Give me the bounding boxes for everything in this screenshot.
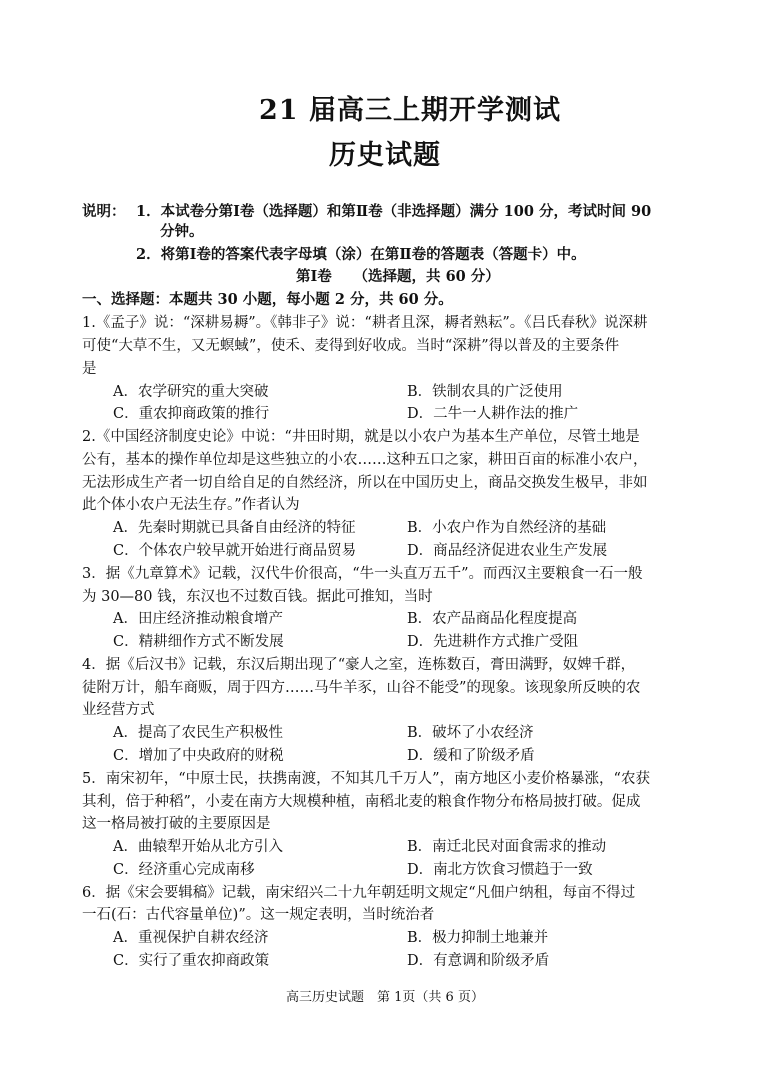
question-3-option-c: C．精耕细作方式不断发展 — [113, 634, 284, 650]
question-1-line-3: 是 — [82, 361, 97, 377]
question-4-option-b: B．破坏了小农经济 — [407, 725, 534, 741]
question-2-line-4: 此个体小农户无法生存。”作者认为 — [82, 497, 300, 513]
instruction-item-1-cont: 分钟。 — [160, 223, 204, 240]
question-6-line-2: 一石(石：古代容量单位)”。这一规定表明，当时统治者 — [82, 907, 435, 923]
instruction-item-1: 1．本试卷分第Ⅰ卷（选择题）和第Ⅱ卷（非选择题）满分 100 分，考试时间 90 — [136, 203, 652, 220]
question-1-option-c: C．重农抑商政策的推行 — [113, 406, 270, 422]
question-2-line-1: 2.《中国经济制度史论》中说：“井田时期，就是以小农户为基本生产单位，尽管土地是 — [82, 429, 640, 445]
question-5-option-d: D．南北方饮食习惯趋于一致 — [407, 862, 593, 878]
question-4-line-2: 徒附万计，船车商贩，周于四方……马牛羊豕，山谷不能受”的现象。该现象所反映的农 — [82, 680, 641, 696]
section-heading: 第Ⅰ卷 （选择题，共 60 分） — [296, 268, 500, 285]
question-4-option-a: A．提高了农民生产积极性 — [113, 725, 283, 741]
question-2-option-d: D．商品经济促进农业生产发展 — [407, 543, 608, 559]
question-1-option-a: A．农学研究的重大突破 — [113, 384, 269, 400]
question-6-option-c: C．实行了重农抑商政策 — [113, 953, 270, 969]
question-5-line-1: 5．南宋初年，“中原士民，扶携南渡，不知其几千万人”，南方地区小麦价格暴涨，“农获 — [82, 771, 650, 787]
question-2-option-c: C．个体农户较早就开始进行商品贸易 — [113, 543, 357, 559]
question-3-line-2: 为 30—80 钱，东汉也不过数百钱。据此可推知，当时 — [82, 589, 433, 605]
question-1-option-d: D．二牛一人耕作法的推广 — [407, 406, 579, 422]
instructions-label: 说明： — [82, 203, 126, 220]
question-2-option-b: B．小农户作为自然经济的基础 — [407, 520, 607, 536]
question-4-option-d: D．缓和了阶级矛盾 — [407, 748, 535, 764]
question-6-option-b: B．极力抑制土地兼并 — [407, 930, 549, 946]
question-2-option-a: A．先秦时期就已具备自由经济的特征 — [113, 520, 356, 536]
question-2-line-2: 公有，基本的操作单位却是这些独立的小农……这种五口之家，耕田百亩的标准小农户， — [82, 452, 648, 468]
question-5-line-3: 这一格局被打破的主要原因是 — [82, 816, 271, 832]
question-6-option-a: A．重视保护自耕农经济 — [113, 930, 269, 946]
question-5-line-2: 其利，倍于种稻”，小麦在南方大规模种植，南稻北麦的粮食作物分布格局披打破。促成 — [82, 794, 641, 810]
question-6-option-d: D．有意调和阶级矛盾 — [407, 953, 550, 969]
exam-title: 21 届高三上期开学测试 — [259, 95, 561, 126]
question-3-option-d: D．先进耕作方式推广受阻 — [407, 634, 579, 650]
question-1-line-2: 可使“大草不生，又无螟蜮”，使禾、麦得到好收成。当时“深耕”得以普及的主要条件 — [82, 338, 620, 354]
part-title: 一、选择题：本题共 30 小题，每小题 2 分，共 60 分。 — [82, 291, 453, 308]
question-1-option-b: B．铁制农具的广泛使用 — [407, 384, 563, 400]
question-4-option-c: C．增加了中央政府的财税 — [113, 748, 284, 764]
question-2-line-3: 无法形成生产者一切自给自足的自然经济，所以在中国历史上，商品交换发生极早，非如 — [82, 475, 648, 491]
question-3-line-1: 3．据《九章算术》记载，汉代牛价很高，“牛一头直万五千”。而西汉主要粮食一石一般 — [82, 566, 643, 582]
question-5-option-c: C．经济重心完成南移 — [113, 862, 255, 878]
question-6-line-1: 6．据《宋会要辑稿》记载，南宋绍兴二十九年朝廷明文规定“凡佃户纳租，每亩不得过 — [82, 885, 636, 901]
question-4-line-3: 业经营方式 — [82, 702, 155, 718]
question-3-option-a: A．田庄经济推动粮食增产 — [113, 611, 283, 627]
instruction-item-2: 2．将第Ⅰ卷的答案代表字母填（涂）在第Ⅱ卷的答题表（答题卡）中。 — [136, 246, 586, 263]
subject-title: 历史试题 — [329, 140, 441, 171]
question-5-option-b: B．南迁北民对面食需求的推动 — [407, 839, 607, 855]
question-3-option-b: B．农产品商品化程度提高 — [407, 611, 578, 627]
question-1-line-1: 1.《孟子》说：“深耕易耨”。《韩非子》说：“耕者且深，耨者熟耘”。《吕氏春秋》说深耕 — [82, 315, 648, 331]
question-5-option-a: A．曲辕犁开始从北方引入 — [113, 839, 283, 855]
question-4-line-1: 4．据《后汉书》记载，东汉后期出现了“豪人之室，连栋数百，膏田满野，奴婢千群， — [82, 657, 636, 673]
page-footer: 高三历史试题 第 1页（共 6 页） — [286, 990, 484, 1005]
